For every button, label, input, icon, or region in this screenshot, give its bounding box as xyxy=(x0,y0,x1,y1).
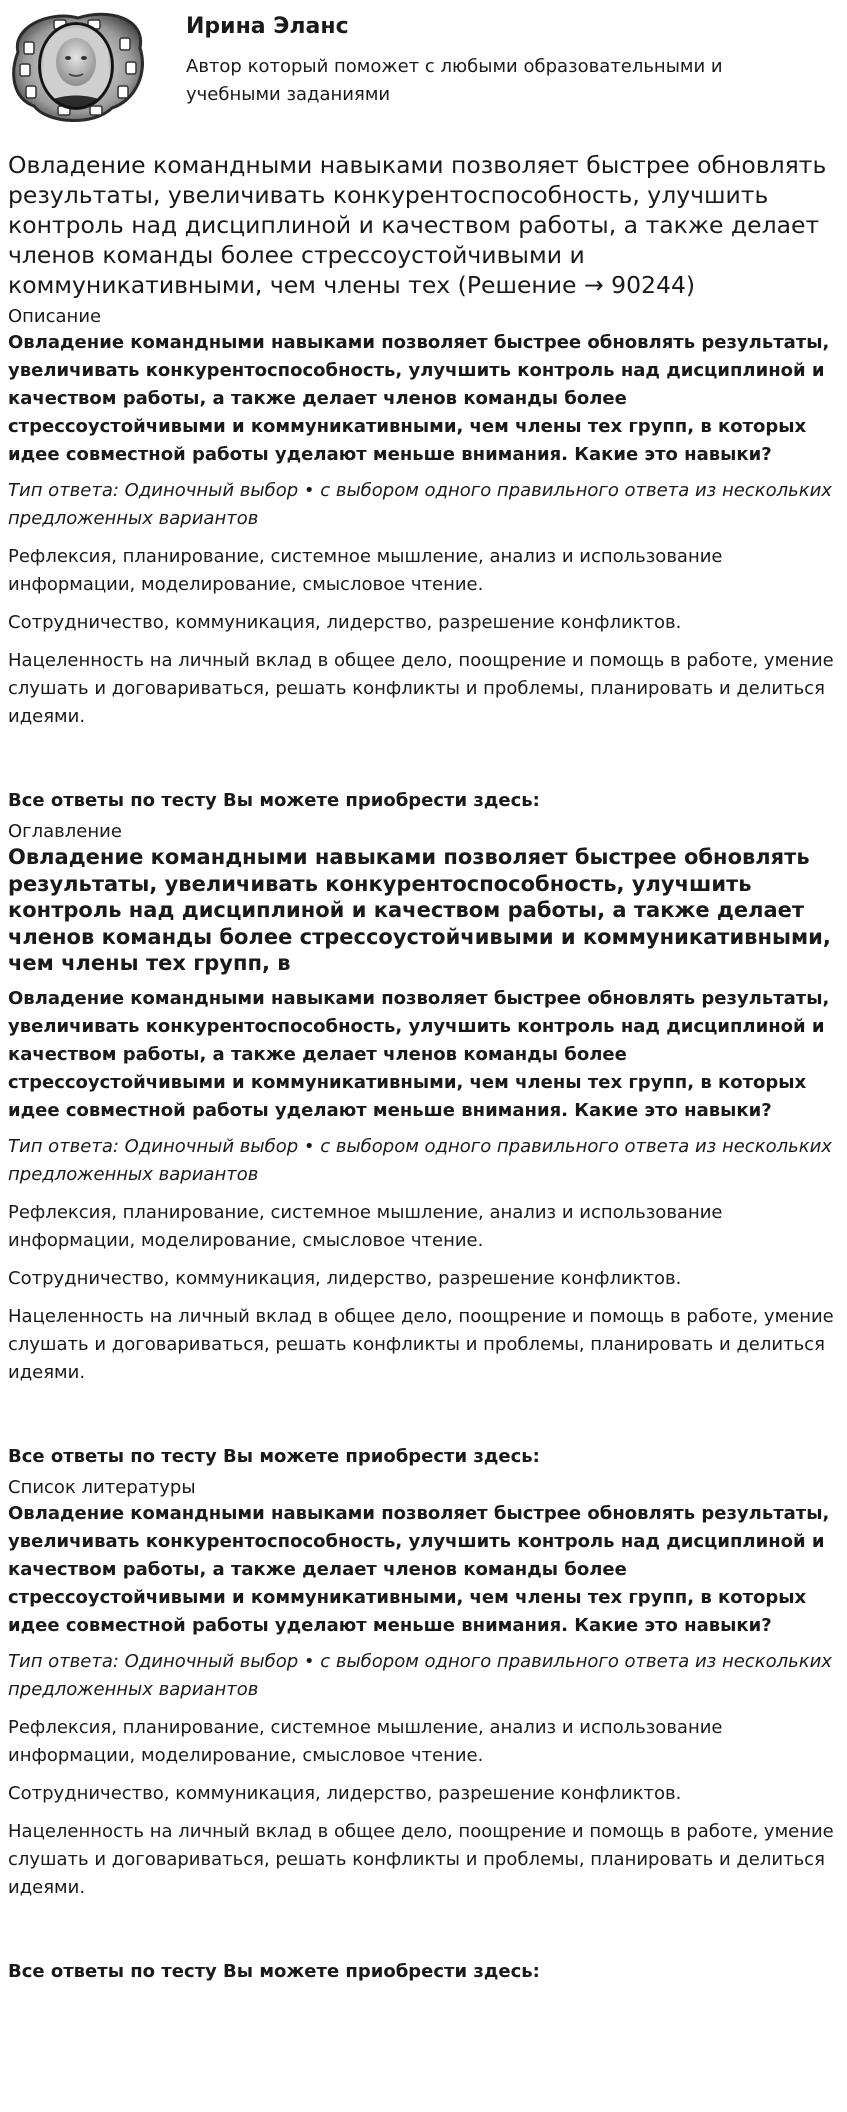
section-contents xyxy=(8,820,839,1471)
answer-option: Сотрудничество, коммуникация, лидерство, разрешение конфликтов. xyxy=(8,1782,682,1804)
answer-type: Тип ответа: Одиночный выбор • с выбором одного правильного ответа из нескольких предложенных вариантов xyxy=(8,1650,832,1700)
author-avatar[interactable] xyxy=(8,8,148,124)
author-description: Автор который поможет с любыми образовательными и учебными заданиями xyxy=(186,56,723,105)
answer-option: Нацеленность на личный вклад в общее дело, поощрение и помощь в работе, умение слушать и договариваться, решать конфликты и проблемы, планировать и делиться идеями. xyxy=(8,1305,834,1383)
answer-option: Нацеленность на личный вклад в общее дело, поощрение и помощь в работе, умение слушать и договариваться, решать конфликты и проблемы, планировать и делиться идеями. xyxy=(8,650,834,727)
section-heading: Овладение командными навыками позволяет быстрее обновлять результаты, увеличивать конкурентоспособность, улучшить контроль над дисциплиной и качеством работы, а также делает членов команды более стрессоустойчивыми и коммуникативными, чем члены тех групп, в xyxy=(8,845,831,975)
question-text: Овладение командными навыками позволяет быстрее обновлять результаты, увеличивать конкурентоспособность, улучшить контроль над дисциплиной и качеством работы, а также делает членов команды более стрессоустойчивыми и коммуникативными, чем члены тех групп, в которых идее совместной работы уделают меньше внимания. Какие это навыки? xyxy=(8,1502,830,1636)
author-name[interactable]: Ирина Эланс xyxy=(186,14,349,39)
author-info xyxy=(186,8,776,109)
section-description xyxy=(8,305,839,815)
buy-answers-text: Все ответы по тесту Вы можете приобрести здесь: xyxy=(8,790,540,811)
answer-option: Рефлексия, планирование, системное мышление, анализ и использование информации, моделирование, смысловое чтение. xyxy=(8,1716,723,1766)
answer-option: Рефлексия, планирование, системное мышление, анализ и использование информации, моделирование, смысловое чтение. xyxy=(8,1201,723,1251)
answer-option: Рефлексия, планирование, системное мышление, анализ и использование информации, моделирование, смысловое чтение. xyxy=(8,546,723,595)
answer-type: Тип ответа: Одиночный выбор • с выбором одного правильного ответа из нескольких предложенных вариантов xyxy=(8,480,832,529)
page-title: Овладение командными навыками позволяет быстрее обновлять результаты, увеличивать конкурентоспособность, улучшить контроль над дисциплиной и качеством работы, а также делает членов команды более стрессоустойчивыми и коммуникативными, чем члены тех (Решение → 90244) xyxy=(8,151,827,299)
answer-option: Нацеленность на личный вклад в общее дело, поощрение и помощь в работе, умение слушать и договариваться, решать конфликты и проблемы, планировать и делиться идеями. xyxy=(8,1820,834,1898)
author-card xyxy=(8,0,839,133)
answer-type: Тип ответа: Одиночный выбор • с выбором одного правильного ответа из нескольких предложенных вариантов xyxy=(8,1135,832,1185)
section-references xyxy=(8,1476,839,1986)
buy-answers-text: Все ответы по тесту Вы можете приобрести здесь: xyxy=(8,1445,540,1467)
question-text: Овладение командными навыками позволяет быстрее обновлять результаты, увеличивать конкурентоспособность, улучшить контроль над дисциплиной и качеством работы, а также делает членов команды более стрессоустойчивыми и коммуникативными, чем члены тех групп, в которых идее совместной работы уделают меньше внимания. Какие это навыки? xyxy=(8,332,830,465)
section-label: Оглавление xyxy=(8,821,122,842)
answer-option: Сотрудничество, коммуникация, лидерство, разрешение конфликтов. xyxy=(8,1267,682,1289)
buy-answers-text: Все ответы по тесту Вы можете приобрести здесь: xyxy=(8,1960,540,1982)
section-label: Описание xyxy=(8,306,102,327)
section-label: Список литературы xyxy=(8,1476,196,1498)
question-text: Овладение командными навыками позволяет быстрее обновлять результаты, увеличивать конкурентоспособность, улучшить контроль над дисциплиной и качеством работы, а также делает членов команды более стрессоустойчивыми и коммуникативными, чем члены тех групп, в которых идее совместной работы уделают меньше внимания. Какие это навыки? xyxy=(8,987,830,1121)
answer-option: Сотрудничество, коммуникация, лидерство, разрешение конфликтов. xyxy=(8,612,682,633)
